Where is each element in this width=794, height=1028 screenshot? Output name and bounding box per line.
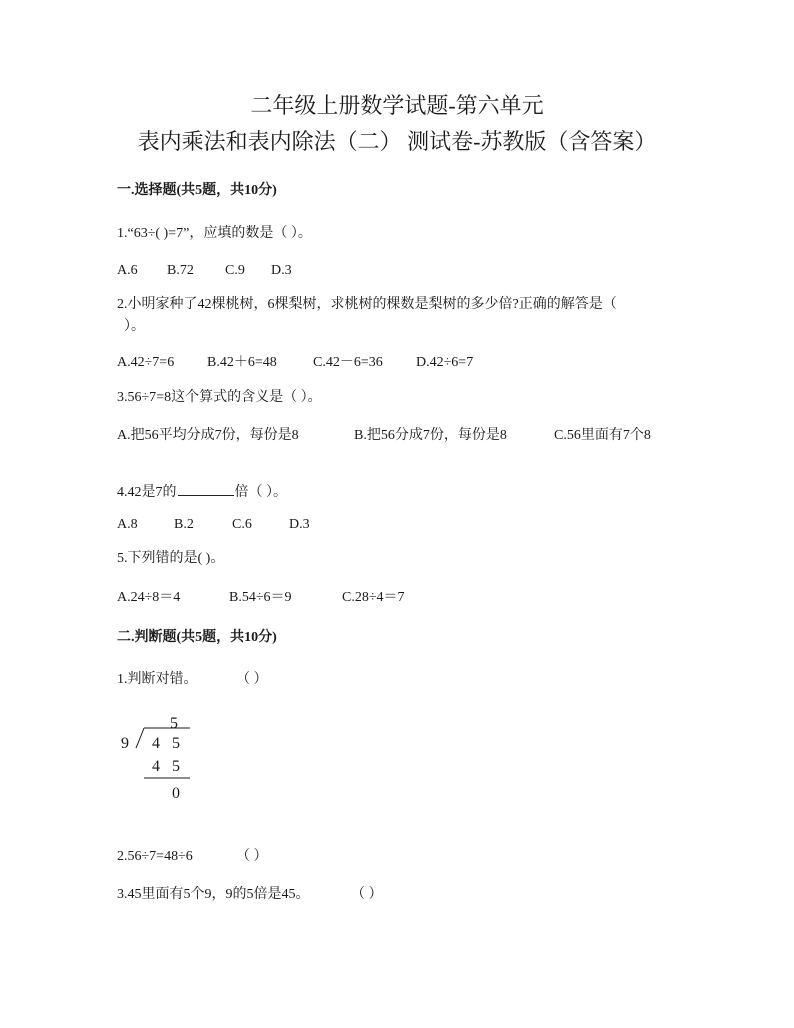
question-1-option-d: D.3 [271, 263, 292, 278]
judge-1-stem: 1.判断对错。 [117, 672, 198, 687]
long-division-figure [118, 708, 208, 808]
remainder-digit: 0 [172, 785, 180, 802]
question-2-stem-cont: ）。 [124, 319, 145, 334]
title-line-1: 二年级上册数学试题-第六单元 [250, 93, 544, 118]
product-digit-1: 4 [152, 758, 160, 775]
question-1-option-c: C.9 [225, 263, 245, 278]
question-1-option-b: B.72 [167, 263, 194, 278]
question-2-option-d: D.42÷6=7 [416, 355, 474, 370]
judge-2-paren: （ ） [236, 849, 268, 864]
product-digit-2: 5 [172, 758, 180, 775]
question-5-stem: 5.下列错的是( )。 [117, 551, 225, 566]
question-2-stem: 2.小明家种了42棵桃树，6棵梨树，求桃树的棵数是梨树的多少倍?正确的解答是（ [117, 297, 617, 312]
title-line-2: 表内乘法和表内除法（二） 测试卷-苏教版（含答案） [137, 129, 657, 154]
question-2-option-c: C.42－6=36 [313, 355, 383, 370]
judge-3-stem: 3.45里面有5个9，9的5倍是45。 [117, 887, 310, 902]
divisor-digit: 9 [121, 735, 129, 752]
question-4-option-a: A.8 [117, 517, 138, 532]
question-5-option-b: B.54÷6＝9 [229, 590, 292, 605]
question-3-option-a: A.把56平均分成7份，每份是8 [117, 428, 299, 443]
judge-3-paren: （ ） [351, 887, 383, 902]
question-4-option-d: D.3 [289, 517, 310, 532]
question-3-option-b: B.把56分成7份，每份是8 [354, 428, 507, 443]
question-1-option-a: A.6 [117, 263, 138, 278]
dividend-digit-2: 5 [172, 735, 180, 752]
question-2-option-a: A.42÷7=6 [117, 355, 175, 370]
answer-blank [178, 481, 234, 496]
judge-1-paren: （ ） [236, 672, 268, 687]
question-4-stem-before: 4.42是7的 [117, 485, 177, 500]
question-5-option-c: C.28÷4＝7 [342, 590, 405, 605]
section-1-heading: 一.选择题(共5题，共10分) [117, 183, 277, 198]
question-4-option-c: C.6 [232, 517, 252, 532]
division-bracket [136, 728, 190, 748]
dividend-digit-1: 4 [152, 735, 160, 752]
question-4-option-b: B.2 [174, 517, 194, 532]
question-4-stem-after: 倍（ ）。 [234, 485, 287, 500]
judge-2-stem: 2.56÷7=48÷6 [117, 849, 193, 864]
question-3-option-c: C.56里面有7个8 [554, 428, 651, 443]
question-1-stem: 1.“63÷( )=7”，应填的数是（ ）。 [117, 226, 312, 241]
question-3-stem: 3.56÷7=8这个算式的含义是（ ）。 [117, 390, 322, 405]
question-4-stem [117, 481, 287, 502]
quotient-digit: 5 [170, 715, 178, 732]
question-5-option-a: A.24÷8＝4 [117, 590, 181, 605]
question-2-option-b: B.42＋6=48 [207, 355, 277, 370]
section-2-heading: 二.判断题(共5题，共10分) [117, 630, 277, 645]
